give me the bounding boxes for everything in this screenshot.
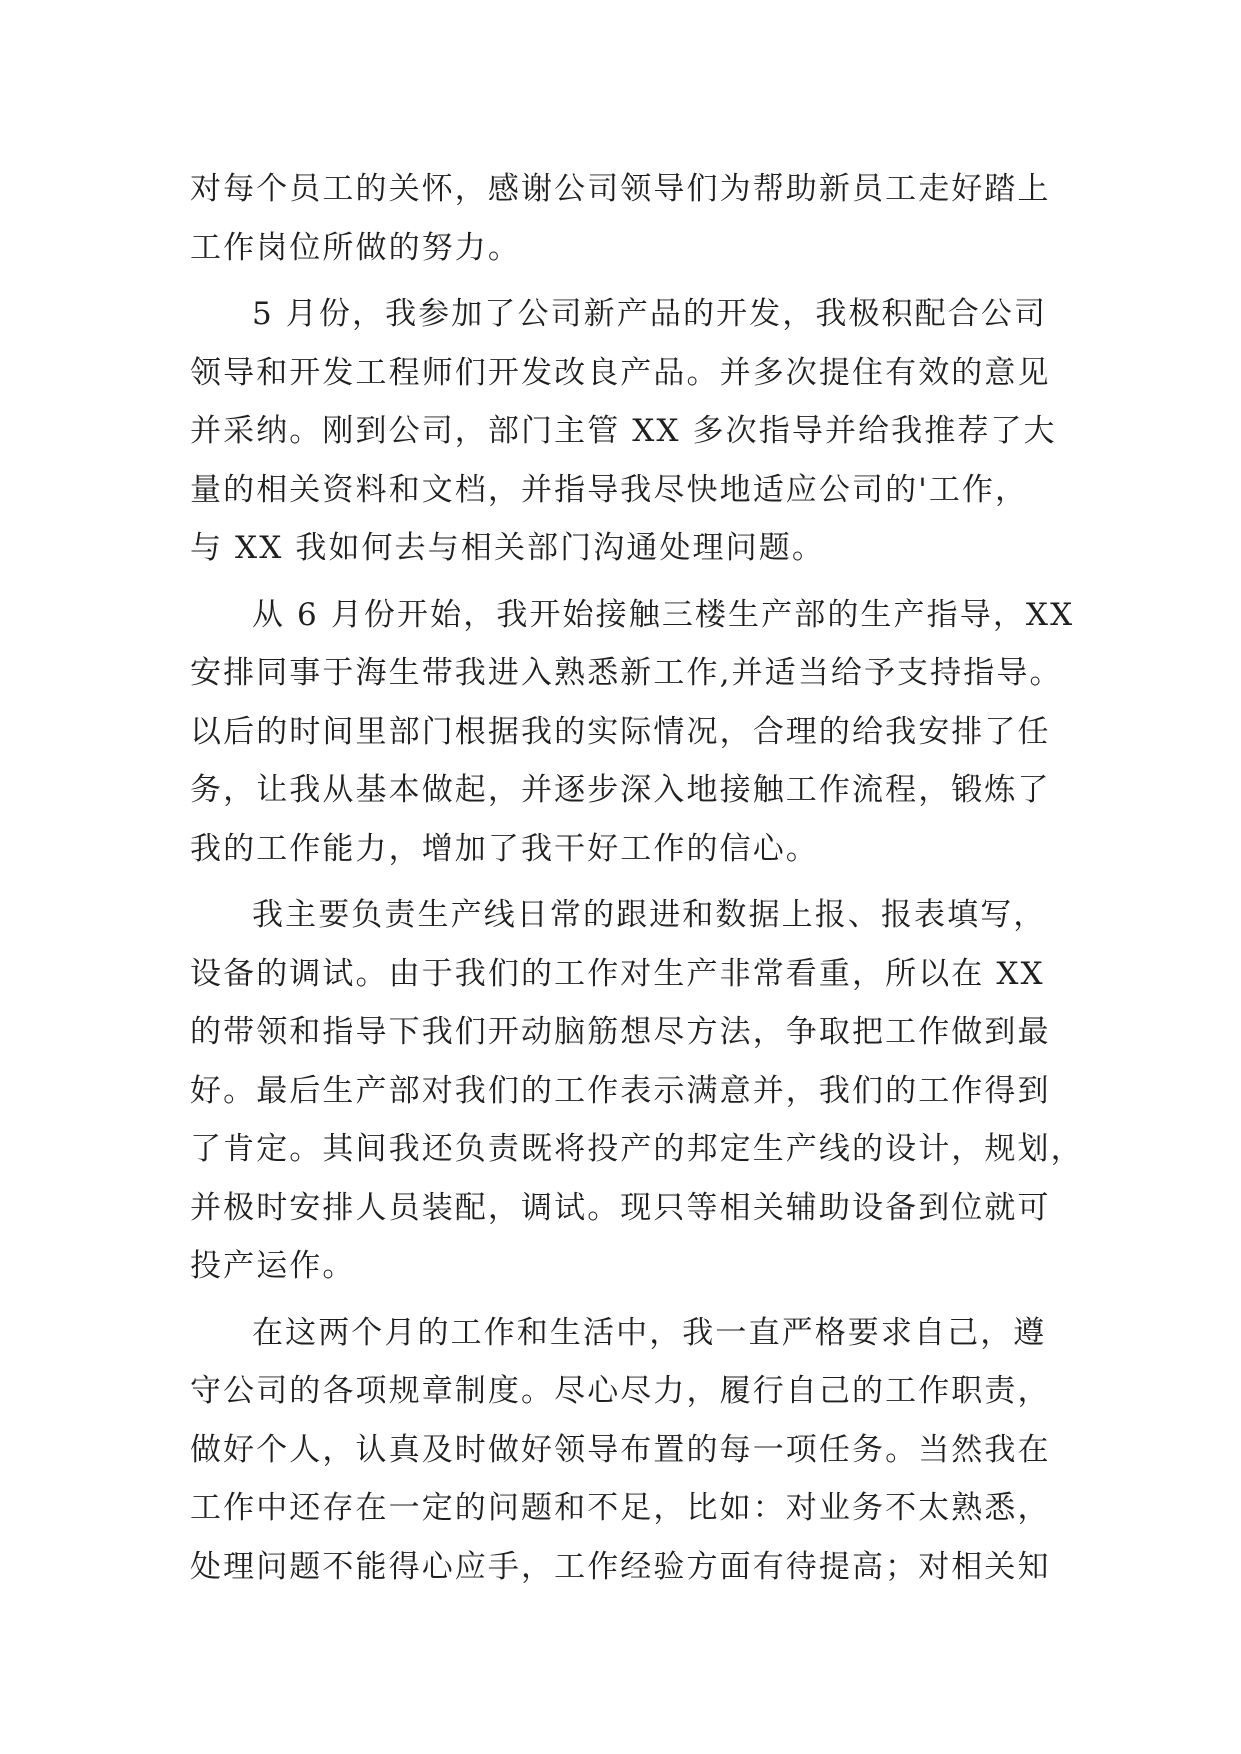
text-line: 量的相关资料和文档，并指导我尽快地适应公司的'工作， bbox=[190, 471, 1029, 508]
text-line: 处理问题不能得心应手，工作经验方面有待提高；对相关知 bbox=[190, 1548, 1051, 1585]
text-line: 工作岗位所做的努力。 bbox=[190, 229, 521, 266]
text-line: 在这两个月的工作和生活中，我一直严格要求自己，遵 bbox=[252, 1314, 1047, 1351]
text-line: 我的工作能力，增加了我干好工作的信心。 bbox=[190, 830, 819, 867]
text-line: 做好个人，认真及时做好领导布置的每一项任务。当然我在 bbox=[190, 1431, 1051, 1468]
text-line: 与 XX 我如何去与相关部门沟通处理问题。 bbox=[190, 530, 825, 566]
text-line: 设备的调试。由于我们的工作对生产非常看重，所以在 XX bbox=[190, 955, 1045, 992]
text-line: 以后的时间里部门根据我的实际情况，合理的给我安排了任 bbox=[190, 713, 1051, 750]
text-line: 安排同事于海生带我进入熟悉新工作,并适当给予支持指导。 bbox=[190, 655, 1063, 691]
text-line: 5 月份，我参加了公司新产品的开发，我极积配合公司 bbox=[252, 296, 1048, 332]
text-line: 领导和开发工程师们开发改良产品。并多次提住有效的意见 bbox=[190, 354, 1051, 391]
text-line: 了肯定。其间我还负责既将投产的邦定生产线的设计，规划， bbox=[190, 1131, 1084, 1167]
text-line: 投产运作。 bbox=[190, 1248, 356, 1284]
paragraph bbox=[190, 285, 1060, 578]
paragraph bbox=[190, 886, 1084, 1296]
text-line: 从 6 月份开始，我开始接触三楼生产部的生产指导，XX bbox=[252, 596, 1075, 633]
text-line: 好。最后生产部对我们的工作表示满意并，我们的工作得到 bbox=[190, 1072, 1051, 1109]
text-line: 对每个员工的关怀，感谢公司领导们为帮助新员工走好踏上 bbox=[190, 171, 1051, 207]
paragraph bbox=[190, 586, 1075, 879]
text-line: 务，让我从基本做起，并逐步深入地接触工作流程，锻炼了 bbox=[190, 772, 1051, 808]
paragraph bbox=[190, 160, 1060, 277]
text-line: 工作中还存在一定的问题和不足，比如：对业务不太熟悉， bbox=[190, 1490, 1051, 1526]
paragraph bbox=[190, 1304, 1060, 1597]
text-line: 我主要负责生产线日常的跟进和数据上报、报表填写， bbox=[252, 897, 1047, 933]
text-line: 并采纳。刚到公司，部门主管 XX 多次指导并给我推荐了大 bbox=[190, 413, 1057, 449]
text-line: 并极时安排人员装配，调试。现只等相关辅助设备到位就可 bbox=[190, 1189, 1051, 1226]
text-line: 的带领和指导下我们开动脑筋想尽方法，争取把工作做到最 bbox=[190, 1014, 1051, 1050]
document-body bbox=[190, 160, 1084, 1596]
text-line: 守公司的各项规章制度。尽心尽力，履行自己的工作职责， bbox=[190, 1373, 1051, 1409]
